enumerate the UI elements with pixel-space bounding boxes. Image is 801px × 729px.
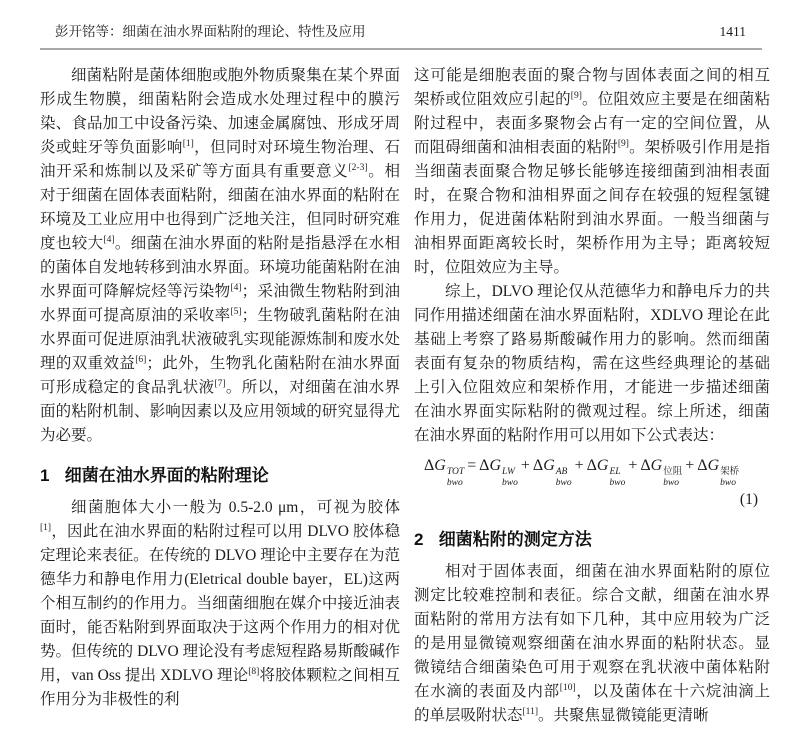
equation-body	[414, 453, 770, 488]
equation-term: ΔG 架桥 bwo	[697, 457, 740, 488]
equation-term: ΔG TOT bwo	[424, 457, 465, 488]
equation-term: ΔG AB bwo	[532, 457, 572, 488]
citation-ref: [7]	[214, 378, 226, 389]
section-number: 1	[40, 466, 50, 485]
paragraph-methods: 相对于固体表面，细菌在油水界面粘附的原位测定比较难控制和表征。综合文献，细菌在油水界面粘附的常用方法有如下几种，其中应用较为广泛的是用显微镜观察细菌在油水界面的粘附状态。显微镜结合细菌染色可用于观察在乳状液中菌体粘附在水滴的表面及内部[10]，以及菌体在十六烷油滴上的单层吸附状态[11]。共聚焦显微镜能更清晰	[414, 563, 770, 725]
two-column-body	[0, 50, 801, 728]
section-title: 细菌粘附的测定方法	[438, 530, 592, 550]
citation-ref: [1]	[182, 138, 194, 149]
equation-operator: +	[520, 457, 530, 474]
citation-ref: [6]	[135, 354, 147, 365]
left-column	[40, 64, 400, 728]
section-title: 细菌在油水界面的粘附理论	[64, 466, 269, 485]
equation-term: ΔG EL bwo	[586, 457, 626, 488]
page-number: 1411	[719, 24, 746, 39]
citation-ref: [5]	[230, 306, 242, 317]
running-header	[40, 0, 762, 50]
paragraph-intro: 细菌粘附是菌体细胞或胞外物质聚集在某个界面形成生物膜，细菌粘附会造成水处理过程中的膜污染、食品加工中设备污染、加速金属腐蚀、形成牙周炎或蛀牙等负面影响[1]，但同时对环境生物治理、石油开采和炼制以及采矿等方面具有重要意义[2-3]。相对于细菌在固体表面粘附，细菌在油水界面的粘附在环境及工业应用中也得到广泛地关注，但同时研究难度也较大[4]。细菌在油水界面的粘附是指悬浮在水相的菌体自发地转移到油水界面。环境功能菌粘附在油水界面可降解烷烃等污染物[4]；采油微生物粘附到油水界面可提高原油的采收率[5]；生物破乳菌粘附在油水界面可促进原油乳状液破乳实现能源炼制和废水处理的双重效益[6]；此外，生物乳化菌粘附在油水界面可形成稳定的食品乳状液[7]。所以，对细菌在油水界面的粘附机制、影响因素以及应用领域的研究显得尤为必要。	[40, 67, 400, 444]
equation-number: (1)	[739, 491, 758, 509]
citation-ref: [1]	[40, 522, 52, 533]
equation-operator: +	[574, 457, 584, 474]
equation-term: ΔG 位阻 bwo	[640, 457, 683, 488]
section-heading-2	[414, 525, 770, 550]
citation-ref: [11]	[522, 706, 538, 717]
equation-operator: =	[467, 457, 477, 474]
citation-ref: [2-3]	[348, 162, 368, 173]
citation-ref: [9]	[570, 90, 582, 101]
paragraph-summary: 综上，DLVO 理论仅从范德华力和静电斥力的共同作用描述细菌在油水界面粘附，XDLVO 理论在此基础上考察了路易斯酸碱作用力的影响。然而细菌表面有复杂的物质结构，需在这些经典理论的基础上引入位阻效应和架桥作用，才能进一步描述细菌在油水界面实际粘附的微观过程。综上所述，细菌在油水界面的粘附作用可以用如下公式表达：	[414, 283, 770, 444]
citation-ref: [4]	[103, 234, 115, 245]
right-column	[414, 64, 770, 728]
paragraph-bridging: 这可能是细胞表面的聚合物与固体表面之间的相互架桥或位阻效应引起的[9]。位阻效应主要是在细菌粘附过程中，表面多聚物会占有一定的空间位置，从而阻碍细菌和油相表面的粘附[9]。架桥吸引作用是指当细菌表面聚合物足够长能够连接细菌到油相表面时，在聚合物和油相界面之间存在较强的短程氢键作用力，促进菌体粘附到油水界面。一般当细菌与油相界面距离较长时，架桥作用为主导；距离较短时，位阻效应为主导。	[414, 67, 770, 276]
equation-operator: +	[628, 457, 638, 474]
running-title: 彭开铭等：细菌在油水界面粘附的理论、特性及应用	[55, 24, 366, 39]
section-number: 2	[414, 530, 424, 550]
citation-ref: [10]	[559, 682, 576, 693]
section-heading-1	[40, 461, 400, 486]
citation-ref: [4]	[230, 282, 242, 293]
citation-ref: [8]	[248, 666, 260, 677]
paragraph-theory: 细菌胞体大小一般为 0.5-2.0 μm，可视为胶体[1]，因此在油水界面的粘附过程可以用 DLVO 胶体稳定理论来表征。在传统的 DLVO 理论中主要存在为范德华力和静电作用力(Eletrical double bayer，EL)这两个相互制约的作用力。当细菌细胞在媒介中接近油表面时，能否粘附到界面取决于这两个作用力的相对优势。但传统的 DLVO 理论没有考虑短程路易斯酸碱作用，van Oss 提出 XDLVO 理论[8]将胶体颗粒之间相互作用分为非极性的利	[40, 499, 400, 708]
citation-ref: [9]	[617, 138, 629, 149]
equation-operator: +	[685, 457, 695, 474]
equation-1	[414, 453, 770, 512]
equation-term: ΔG LW bwo	[479, 457, 518, 488]
